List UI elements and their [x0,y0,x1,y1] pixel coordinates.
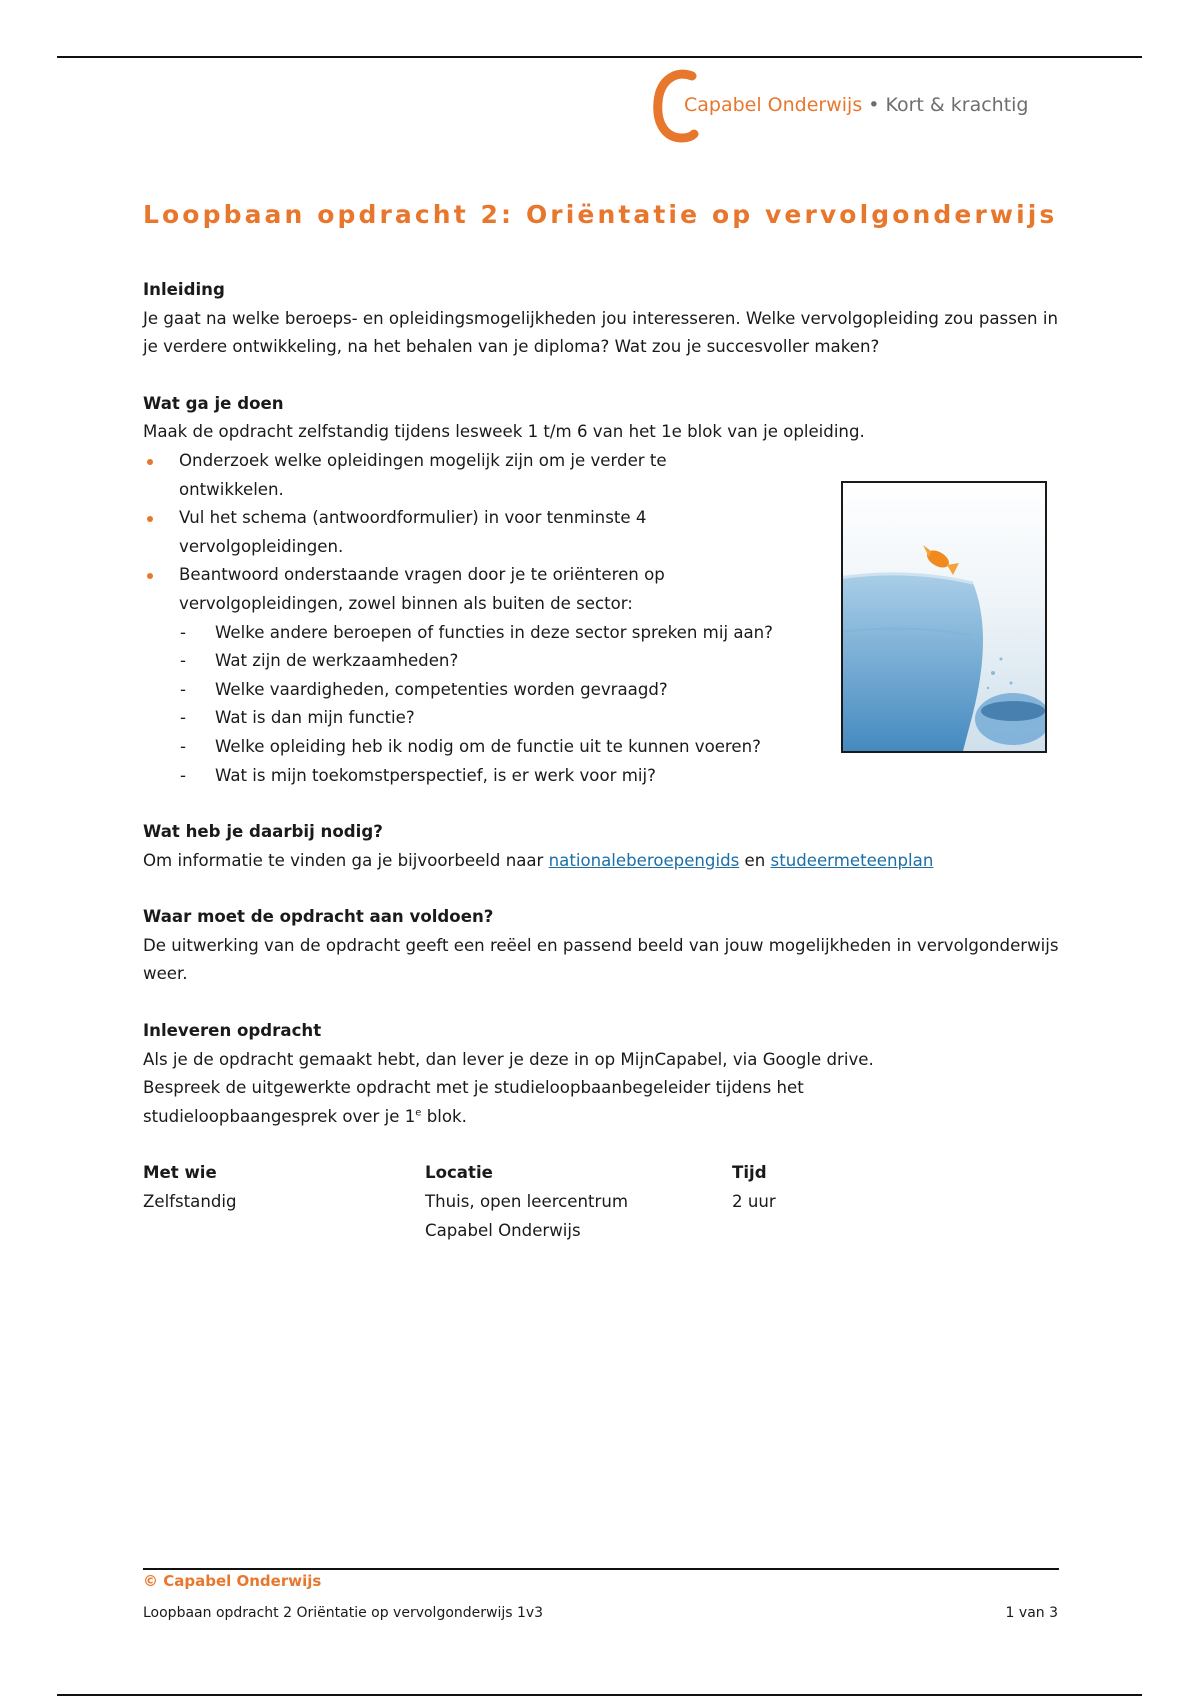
table-cell: Thuis, open leercentrum [425,1192,629,1212]
doen-intro: Maak de opdracht zelfstandig tijdens lesweek 1 t/m 6 van het 1e blok van je opleiding. [143,422,865,442]
bullet-icon [147,516,153,522]
bullet-icon [147,573,153,579]
goldfish-bowl-illustration [843,483,1045,751]
list-item: - Wat zijn de werkzaamheden? [143,647,1063,676]
table-row [143,1217,1063,1246]
footer-rule [143,1568,1059,1570]
list-item: - Wat is dan mijn functie? [143,704,1063,733]
bottom-rule [57,1694,1142,1696]
nationaleberoepengids-link[interactable]: nationaleberoepengids [548,850,740,870]
inleveren-line: studieloopbaangesprek over je 1e blok. [143,1106,467,1126]
dash-icon: - [180,736,186,756]
dash-icon: - [180,622,186,642]
inleveren-heading: Inleveren opdracht [143,1021,322,1041]
document-body [143,276,1063,1245]
table-header-row [143,1159,1063,1188]
table-row [143,1188,1063,1217]
footer-copyright: © Capabel Onderwijs [143,1572,322,1590]
capabel-logo [648,68,1058,144]
logo-slogan: Kort & krachtig [885,94,1029,116]
voldoen-heading: Waar moet de opdracht aan voldoen? [143,907,494,927]
table-cell: 2 uur [732,1192,776,1212]
list-item: - Welke andere beroepen of functies in deze sector spreken mij aan? [143,619,803,648]
table-cell: Zelfstandig [143,1192,237,1212]
goldfish-jumping-image [841,481,1047,753]
list-item: Vul het schema (antwoordformulier) in voor tenminste 4 vervolgopleidingen. [143,504,723,561]
logo-text [684,94,1029,116]
inleiding-heading: Inleiding [143,280,225,299]
table-header: Locatie [425,1163,493,1183]
dash-icon: - [180,765,186,785]
doen-heading: Wat ga je doen [143,393,284,413]
top-rule [57,56,1142,58]
nodig-text: Om informatie te vinden ga je bijvoorbeeld naar nationaleberoepengids en studeermeteenplan [143,850,934,870]
inleiding-text: Je gaat na welke beroeps- en opleidingsmogelijkheden jou interesseren. Welke vervolgopleiding zou passen in je verdere ontwikkeling, na het behalen van je diploma? Wat zou je succesvoller maken? [143,308,1058,357]
footer-document-name: Loopbaan opdracht 2 Oriëntatie op vervolgonderwijs 1v3 [143,1605,544,1621]
dash-icon: - [180,679,186,699]
nodig-heading: Wat heb je daarbij nodig? [143,822,383,842]
page-title: Loopbaan opdracht 2: Oriëntatie op vervolgonderwijs [143,200,1058,229]
table-header: Met wie [143,1163,217,1183]
list-item: - Welke opleiding heb ik nodig om de functie uit te kunnen voeren? [143,733,1063,762]
inleveren-line: Bespreek de uitgewerkte opdracht met je studieloopbaanbegeleider tijdens het [143,1078,804,1098]
list-item: Beantwoord onderstaande vragen door je te oriënteren op vervolgopleidingen, zowel binnen als buiten de sector: [143,561,723,618]
logo-brand: Capabel Onderwijs [684,94,863,116]
list-item: - Wat is mijn toekomstperspectief, is er werk voor mij? [143,762,1063,791]
studeermeteenplan-link[interactable]: studeermeteenplan [770,850,934,870]
voldoen-text: De uitwerking van de opdracht geeft een reëel en passend beeld van jouw mogelijkheden in vervolgonderwijs weer. [143,935,1059,984]
bullet-icon [147,459,153,465]
table-cell: Capabel Onderwijs [425,1220,581,1240]
list-item: - Welke vaardigheden, competenties worden gevraagd? [143,676,1063,705]
logo-separator: • [868,94,880,116]
inleveren-line: Als je de opdracht gemaakt hebt, dan lever je deze in op MijnCapabel, via Google drive. [143,1049,874,1069]
list-item: Onderzoek welke opleidingen mogelijk zijn om je verder te ontwikkelen. [143,447,723,504]
footer-page-number: 1 van 3 [1005,1605,1058,1621]
dash-icon: - [180,651,186,671]
table-header: Tijd [732,1163,767,1183]
dash-icon: - [180,708,186,728]
